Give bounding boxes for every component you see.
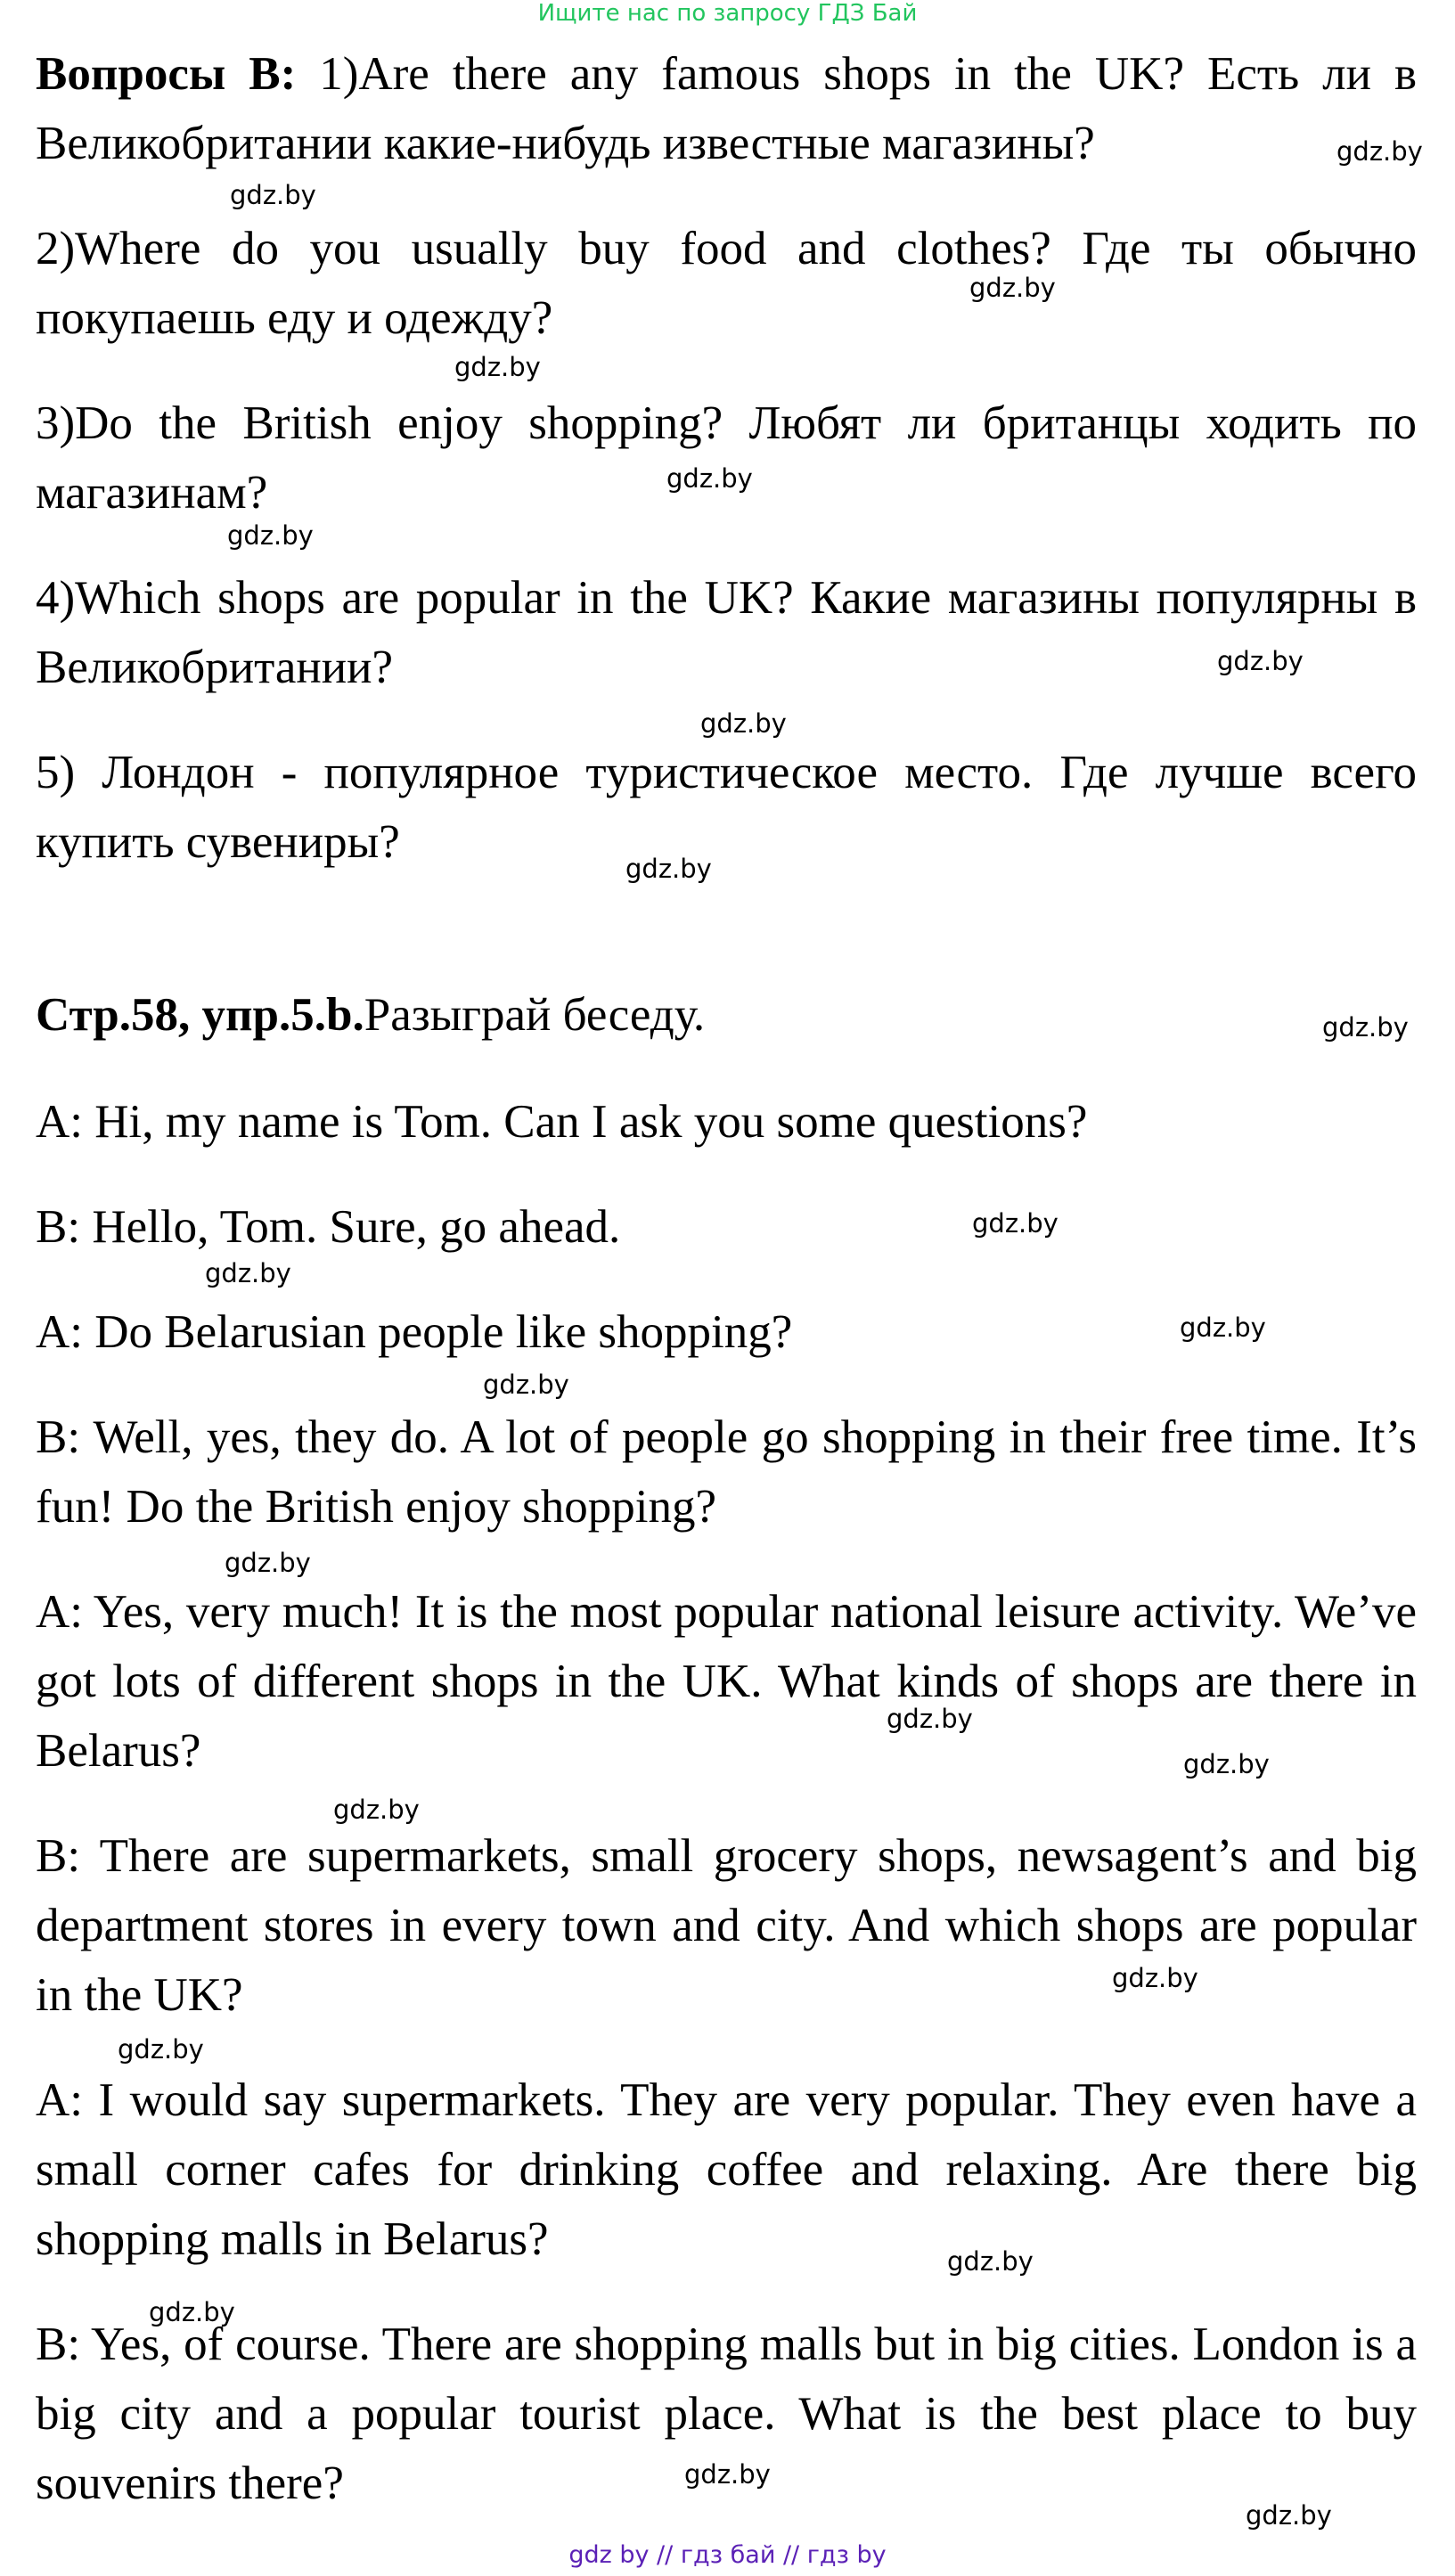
- watermark: gdz.by: [1246, 2500, 1332, 2531]
- watermark: gdz.by: [625, 854, 712, 884]
- watermark: gdz.by: [230, 180, 316, 210]
- question-3: 3)Do the British enjoy shopping? Любят ли британцы ходить по магазинам?: [36, 397, 1417, 519]
- dialogue-line-1: A: Hi, my name is Tom. Can I ask you some questions?: [36, 1096, 1088, 1148]
- dialogue-line-3: A: Do Belarusian people like shopping?: [36, 1306, 793, 1358]
- exercise-label: Стр.58, упр.5.b.: [36, 989, 364, 1041]
- watermark: gdz.by: [666, 463, 753, 494]
- watermark: gdz.by: [118, 2034, 204, 2065]
- watermark: gdz.by: [969, 273, 1056, 303]
- watermark: gdz.by: [333, 1795, 420, 1825]
- watermark: gdz.by: [149, 2297, 235, 2327]
- watermark: gdz.by: [1322, 1012, 1409, 1043]
- question-5: 5) Лондон - популярное туристическое место. Где лучше всего купить сувениры?: [36, 747, 1417, 868]
- watermark: gdz.by: [1217, 646, 1304, 676]
- questions-heading: Вопросы B:: [36, 48, 297, 100]
- top-banner: Ищите нас по запросу ГДЗ Бай: [537, 0, 918, 27]
- watermark: gdz.by: [205, 1258, 291, 1288]
- watermark: gdz.by: [887, 1704, 973, 1734]
- exercise-instruction: Разыграй беседу.: [364, 989, 706, 1041]
- watermark: gdz.by: [1336, 136, 1423, 167]
- watermark: gdz.by: [700, 708, 787, 739]
- question-1-text: 1)Are there any famous shops in the UK? Есть ли в Великобритании какие-нибудь известные магазины?: [36, 48, 1417, 169]
- question-1: [36, 39, 1417, 178]
- watermark: gdz.by: [1183, 1749, 1270, 1779]
- question-4: 4)Which shops are popular in the UK? Какие магазины популярны в Великобритании?: [36, 572, 1417, 693]
- dialogue-line-7: A: I would say supermarkets. They are very popular. They even have a small corner cafes for drinking coffee and relaxing. Are there big shopping malls in Belarus?: [36, 2074, 1417, 2265]
- watermark: gdz.by: [225, 1548, 311, 1578]
- watermark: gdz.by: [684, 2459, 771, 2490]
- footer: gdz by // гдз бай // гдз by: [568, 2541, 887, 2569]
- watermark: gdz.by: [227, 520, 314, 551]
- watermark: gdz.by: [483, 1370, 569, 1400]
- exercise-heading: [36, 980, 1417, 1050]
- dialogue-line-4: B: Well, yes, they do. A lot of people go shopping in their free time. It’s fun! Do the British enjoy shopping?: [36, 1411, 1417, 1533]
- dialogue-line-6: B: There are supermarkets, small grocery shops, newsagent’s and big department stores in every town and city. And which shops are popular in the UK?: [36, 1830, 1417, 2021]
- question-2: 2)Where do you usually buy food and clothes? Где ты обычно покупаешь еду и одежду?: [36, 223, 1417, 344]
- watermark: gdz.by: [972, 1208, 1059, 1239]
- watermark: gdz.by: [1180, 1313, 1266, 1343]
- dialogue-line-5: A: Yes, very much! It is the most popular national leisure activity. We’ve got lots of different shops in the UK. What kinds of shops are there in Belarus?: [36, 1586, 1417, 1777]
- watermark: gdz.by: [947, 2246, 1034, 2277]
- watermark: gdz.by: [454, 352, 541, 382]
- dialogue-line-2: B: Hello, Tom. Sure, go ahead.: [36, 1201, 621, 1253]
- watermark: gdz.by: [1112, 1963, 1198, 1993]
- dialogue-line-8: B: Yes, of course. There are shopping malls but in big cities. London is a big city and a popular tourist place. What is the best place to buy souvenirs there?: [36, 2318, 1417, 2509]
